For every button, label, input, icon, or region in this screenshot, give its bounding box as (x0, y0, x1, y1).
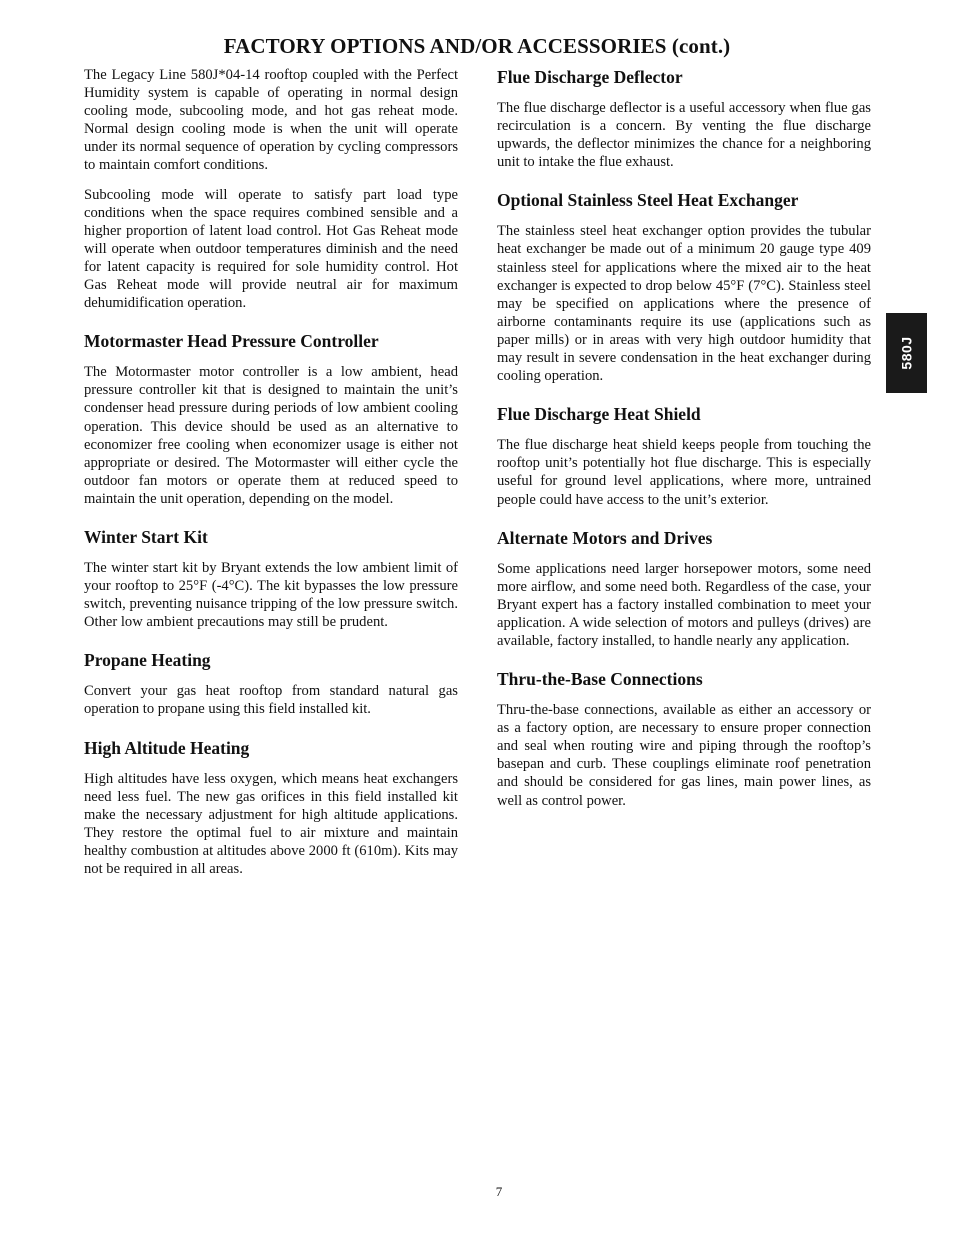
heading-flue-heat-shield: Flue Discharge Heat Shield (497, 404, 701, 425)
page-number: 7 (495, 1184, 503, 1199)
heading-alternate-motors: Alternate Motors and Drives (497, 527, 713, 548)
heading-high-altitude-heating: High Altitude Heating (84, 737, 250, 758)
body-high-altitude-heating: High altitudes have less oxygen, which means heat exchangers need less fuel. The new gas orifices in this field installed kit make the necessary adjustment for high altitude applications. They restore the optimal fuel to air mixture and maintain healthy combustion at altitudes above 2000 ft (610m). Kits may not be required in all areas. (84, 770, 458, 877)
body-flue-heat-shield: The flue discharge heat shield keeps people from touching the rooftop unit’s potentially hot flue discharge. This is especially useful for ground level applications, where more, untrained people could have access to the unit’s exterior. (497, 437, 871, 508)
heading-propane-heating: Propane Heating (84, 650, 211, 671)
body-winter-start-kit: The winter start kit by Bryant extends the low ambient limit of your rooftop to 25°F (-4°C). The kit bypasses the low pressure switch, preventing nuisance tripping of the low pressure switch. Other low ambient precautions may still be prudent. (84, 559, 458, 631)
heading-thru-the-base: Thru-the-Base Connections (497, 669, 703, 690)
intro-paragraph-2: Subcooling mode will operate to satisfy part load type conditions when the space requires combined sensible and a higher proportion of latent load control. Hot Gas Reheat mode will operate when outdoor temperatures diminish and the need for latent capacity is required for sole humidity control. Hot Gas Reheat mode will provide neutral air for maximum dehumidification operation. (84, 186, 458, 312)
left-column (84, 66, 458, 889)
body-propane-heating: Convert your gas heat rooftop from standard natural gas operation to propane using this field installed kit. (84, 683, 458, 718)
heading-flue-discharge-deflector: Flue Discharge Deflector (497, 67, 683, 87)
body-stainless-heat-exchanger: The stainless steel heat exchanger option provides the tubular heat exchanger be made out of a minimum 20 gauge type 409 stainless steel for applications where the mixed air to the heat exchanger is expected to drop below 45°F (7°C). Stainless steel may be specified on applications where the presence of airborne contaminants require its use (applications such as paper mills) or in areas with very high outdoor humidity that may result in severe condensation in the heat exchanger during cooling operation. (497, 223, 871, 385)
page-title: FACTORY OPTIONS AND/OR ACCESSORIES (cont.) (223, 34, 731, 58)
body-flue-discharge-deflector: The flue discharge deflector is a useful accessory when flue gas recirculation is a concern. By venting the flue discharge upwards, the deflector minimizes the chance for a neighboring unit to intake the flue exhaust. (497, 100, 871, 171)
heading-stainless-heat-exchanger: Optional Stainless Steel Heat Exchanger (497, 190, 799, 211)
right-column (497, 66, 871, 821)
body-alternate-motors: Some applications need larger horsepower motors, some need more airflow, and some need both. Regardless of the case, your Bryant expert has a factory installed combination to meet your application. A wide selection of motors and pulleys (drives) are available, factory installed, to handle nearly any application. (497, 560, 871, 649)
section-tab-label: 580J (898, 336, 915, 370)
body-thru-the-base: Thru-the-base connections, available as either an accessory or as a factory option, are necessary to ensure proper connection and seal when routing wire and piping through the rooftop’s basepan and curb. These couplings eliminate roof penetration and should be considered for gas lines, main power lines, as well as control power. (497, 702, 871, 809)
heading-motormaster: Motormaster Head Pressure Controller (84, 331, 379, 352)
heading-winter-start-kit: Winter Start Kit (84, 526, 208, 547)
section-tab (886, 313, 927, 393)
intro-paragraph-1: The Legacy Line 580J*04-14 rooftop coupled with the Perfect Humidity system is capable of operating in normal design cooling mode, subcooling mode, and hot gas reheat mode. Normal design cooling mode is when the unit will operate under its normal sequence of operation by cycling compressors to maintain comfort conditions. (84, 67, 458, 174)
body-motormaster: The Motormaster motor controller is a low ambient, head pressure controller kit that is designed to maintain the unit’s condenser head pressure during periods of low ambient cooling operation. This device should be used as an alternative to economizer free cooling when economizer usage is either not appropriate or desired. The Motormaster will either cycle the outdoor fan motors or operate them at reduced speed to maintain the unit operation, depending on the model. (84, 364, 458, 507)
